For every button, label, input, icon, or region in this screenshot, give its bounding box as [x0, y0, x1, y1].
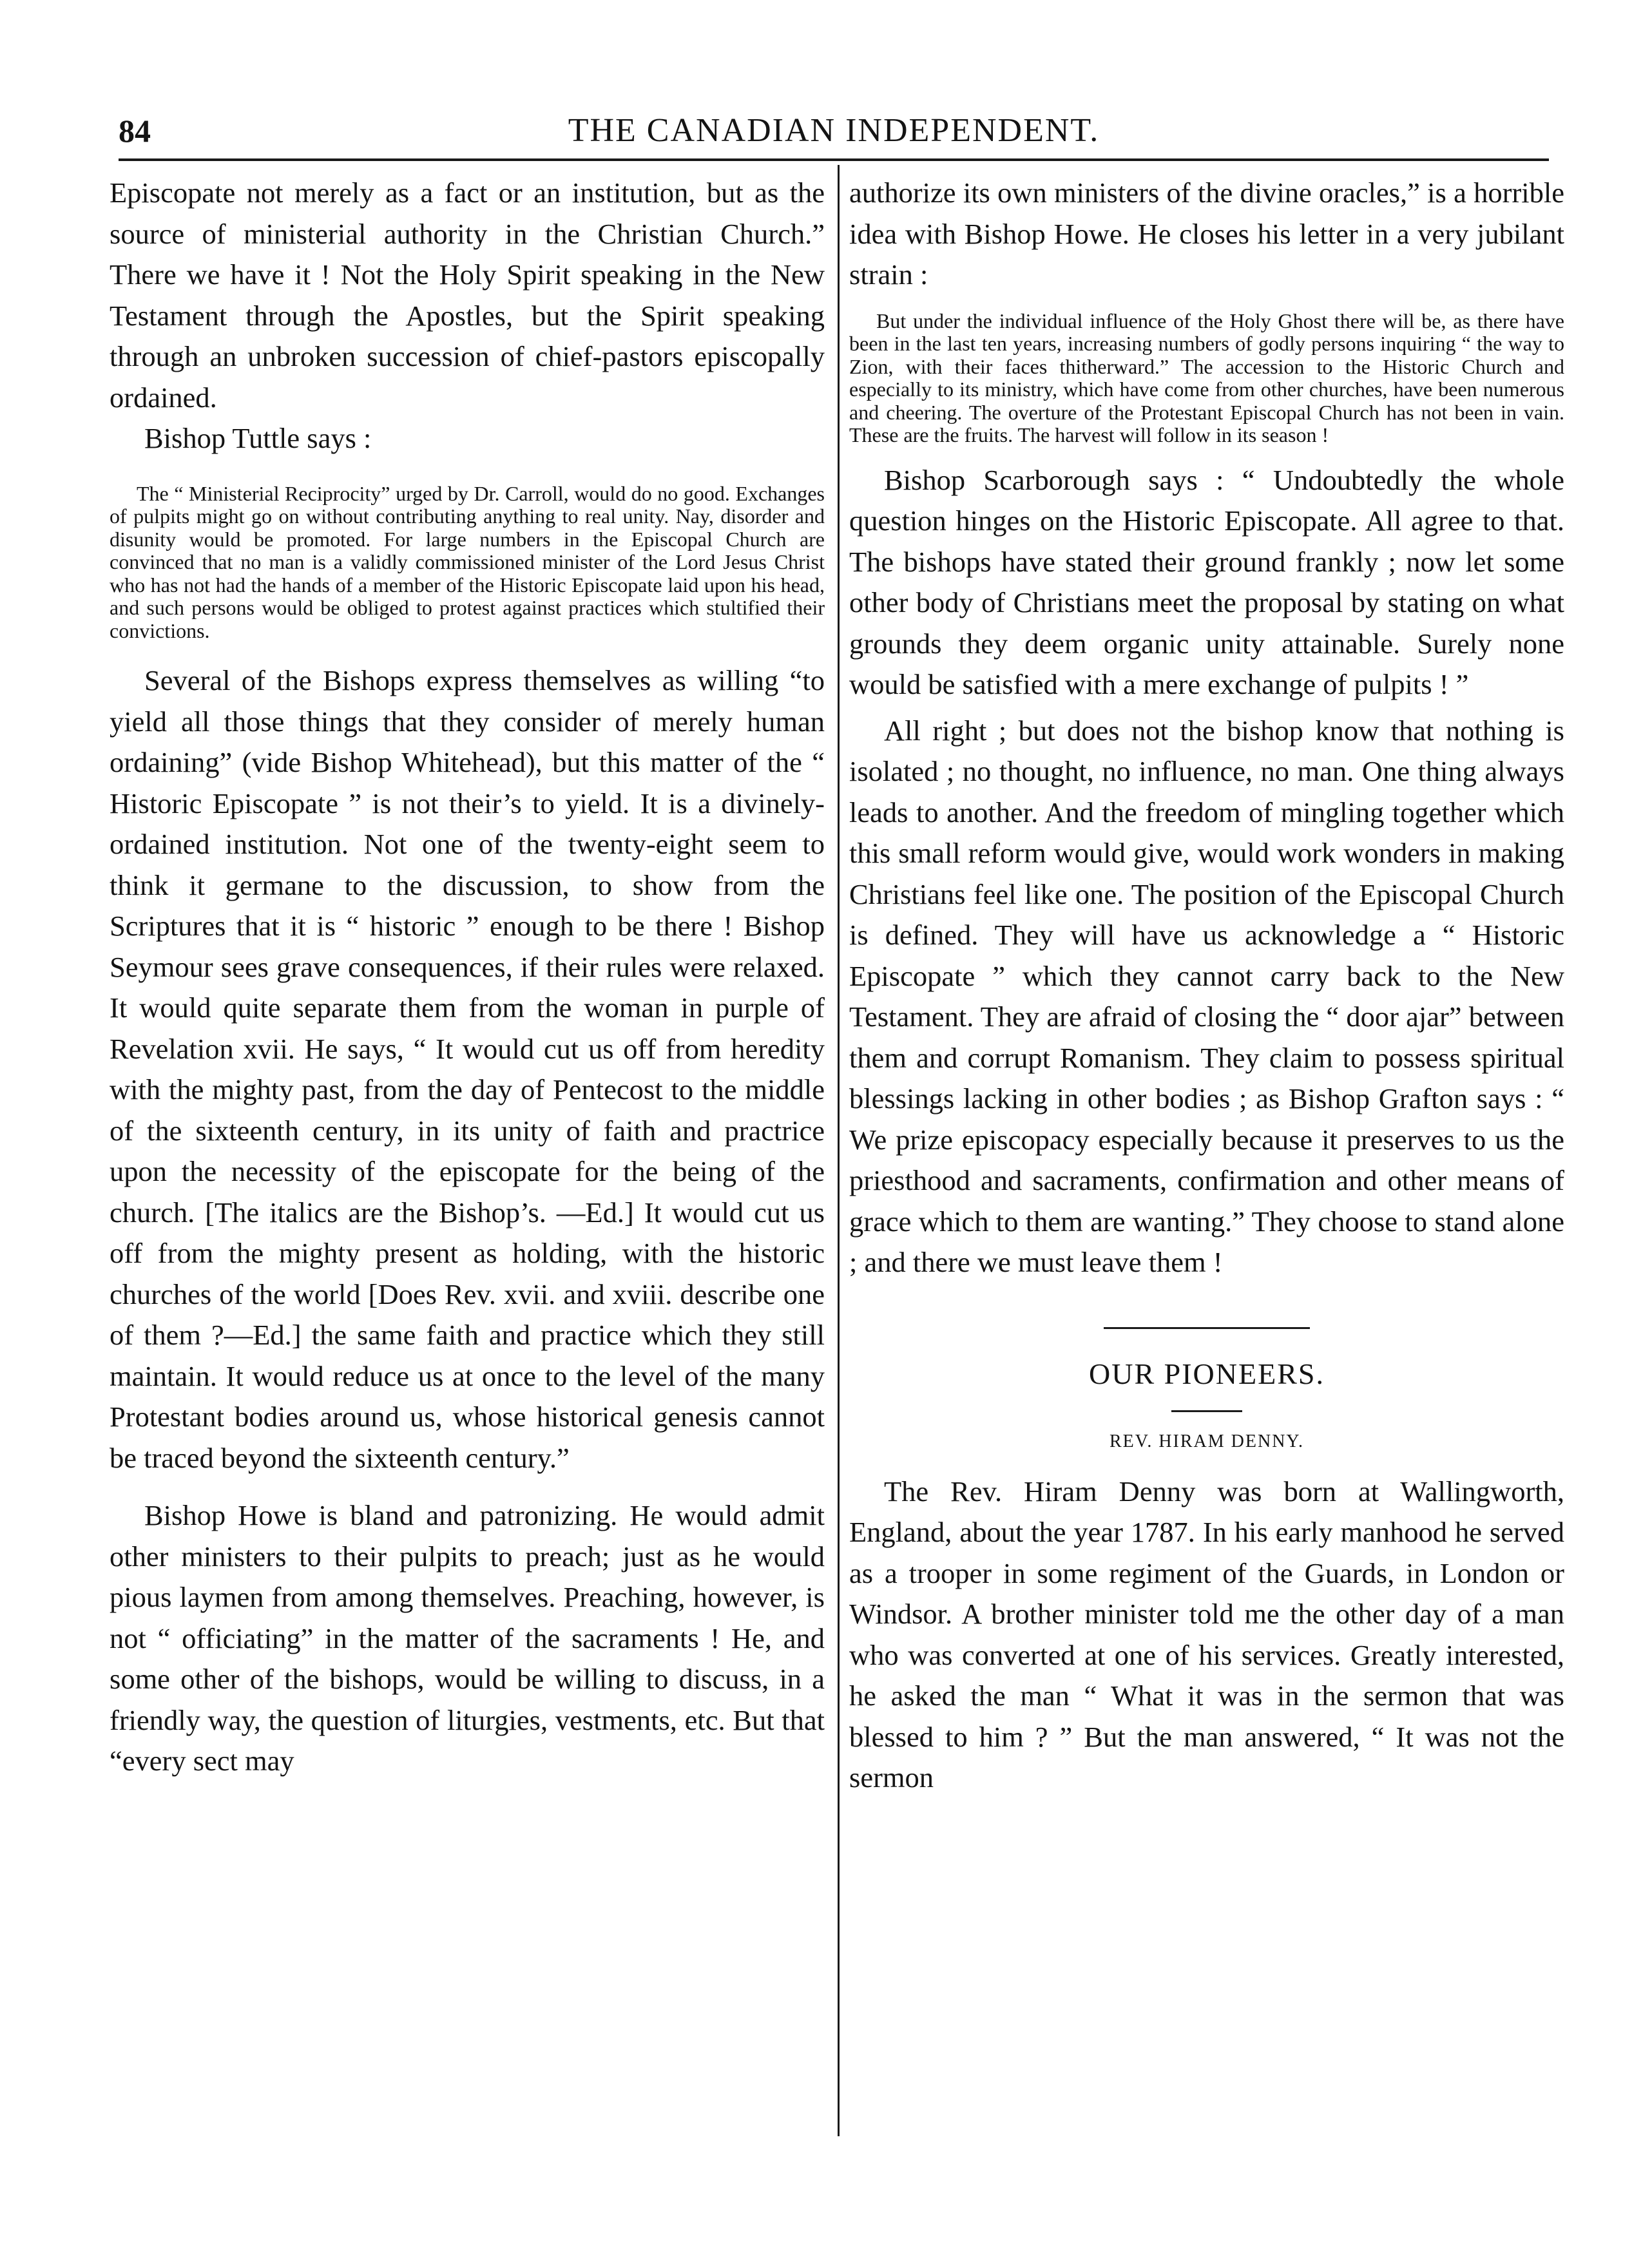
block-quote: But under the individual influence of the Holy Ghost there will be, as there have been in the last ten years, increasing numbers of godly persons inquiring “ the way to Zion, with their faces thitherward.” The accession to the Historic Church and especially to its ministry, which have come from other churches, have been numerous and cheering. The overture of the Protestant Episcopal Church has not been in vain. These are the fruits. The harvest will follow in its season ! — [849, 309, 1564, 446]
column-divider — [838, 165, 840, 2136]
paragraph: Bishop Tuttle says : — [144, 422, 372, 454]
page-number: 84 — [119, 113, 151, 149]
paragraph: Bishop Scarborough says : “ Undoubtedly the whole question hinges on the Historic Episcopate. All agree to that. The bishops have stated their ground frankly ; now let some other body of Christians meet the proposal by stating on what grounds they deem organic unity attainable. Surely none would be satisfied with a mere exchange of pulpits ! ” — [849, 463, 1564, 700]
right-column — [849, 173, 1564, 1799]
section-title: OUR PIONEERS. — [1089, 1357, 1325, 1390]
paragraph: All right ; but does not the bishop know that nothing is isolated ; no thought, no influence, no man. One thing always leads to another. And the freedom of mingling together which this small reform would give, would work wonders in making Christians feel like one. The position of the Episcopal Church is defined. They will have us acknowledge a “ Historic Episcopate ” which they cannot carry back to the New Testament. They are afraid of closing the “ door ajar” between them and corrupt Romanism. They claim to possess spiritual blessings lacking in other bodies ; as Bishop Grafton says : “ We prize episcopacy especially because it preserves to us the priesthood and sacraments, confirmation and other means of grace which to them are wanting.” They choose to stand alone ; and there we must leave them ! — [849, 714, 1564, 1278]
running-title: THE CANADIAN INDEPENDENT. — [568, 112, 1100, 149]
paragraph: Several of the Bishops express themselves as willing “to yield all those things that they consider of merely human ordaining” (vide Bishop Whitehead), but this matter of the “ Historic Episcopate ” is not their’s to yield. It is a divinely-ordained institution. Not one of the twenty-eight seem to think it germane to the discussion, to show from the Scriptures that it is “ historic ” enough to be there ! Bishop Seymour sees grave consequences, if their rules were relaxed. It would quite separate them from the woman in purple of Revelation xvii. He says, “ It would cut us off from heredity with the mighty past, from the day of Pentecost to the middle of the sixteenth century, in its unity of faith and practrice upon the necessity of the episcopate for the being of the church. [The italics are the Bishop’s. —Ed.] It would cut us off from the mighty present as holding, with the historic churches of the world [Does Rev. xvii. and xviii. describe one of them ?—Ed.] the same faith and practice which they still maintain. It would reduce us at once to the level of the many Protestant bodies around us, whose historical genesis cannot be traced beyond the sixteenth century.” — [110, 664, 825, 1474]
page-header — [119, 108, 1549, 153]
block-quote: The “ Ministerial Reciprocity” urged by Dr. Carroll, would do no good. Exchanges of pulpits might go on without contributing anything to real unity. Nay, disorder and disunity would be promoted. For large numbers in the Episcopal Church are convinced that no man is a validly commissioned minister of the Lord Jesus Christ who has not had the hands of a member of the Historic Episcopate laid upon his head, and such persons would be obliged to protest against practices which stultified their convictions. — [110, 481, 825, 642]
paragraph: Bishop Howe is bland and patronizing. He would admit other ministers to their pulpits to preach; just as he would pious laymen from among themselves. Preaching, however, is not “ officiating” in the matter of the sacraments ! He, and some other of the bishops, would be willing to discuss, in a friendly way, the question of liturgies, vestments, etc. But that “every sect may — [110, 1499, 825, 1777]
paragraph: The Rev. Hiram Denny was born at Wallingworth, England, about the year 1787. In his early manhood he served as a trooper in some regiment of the Guards, in London or Windsor. A brother minister told me the other day of a man who was converted at one of his services. Greatly interested, he asked the man “ What it was in the sermon that was blessed to him ? ” But the man answered, “ It was not the sermon — [849, 1475, 1564, 1794]
paragraph: Episcopate not merely as a fact or an institution, but as the source of ministerial authority in the Christian Church.” There we have it ! Not the Holy Spirit speaking in the New Testament through the Apostles, but the Spirit speaking through an unbroken succession of chief-pastors episcopally ordained. — [110, 177, 825, 414]
section-rule — [1104, 1327, 1310, 1329]
short-rule — [1171, 1410, 1242, 1412]
paragraph: authorize its own ministers of the divine oracles,” is a horrible idea with Bishop Howe. He closes his letter in a very jubilant strain : — [849, 177, 1564, 291]
header-rule — [119, 158, 1549, 161]
left-column — [110, 173, 825, 1782]
subsection-title: REV. HIRAM DENNY. — [1109, 1431, 1305, 1451]
